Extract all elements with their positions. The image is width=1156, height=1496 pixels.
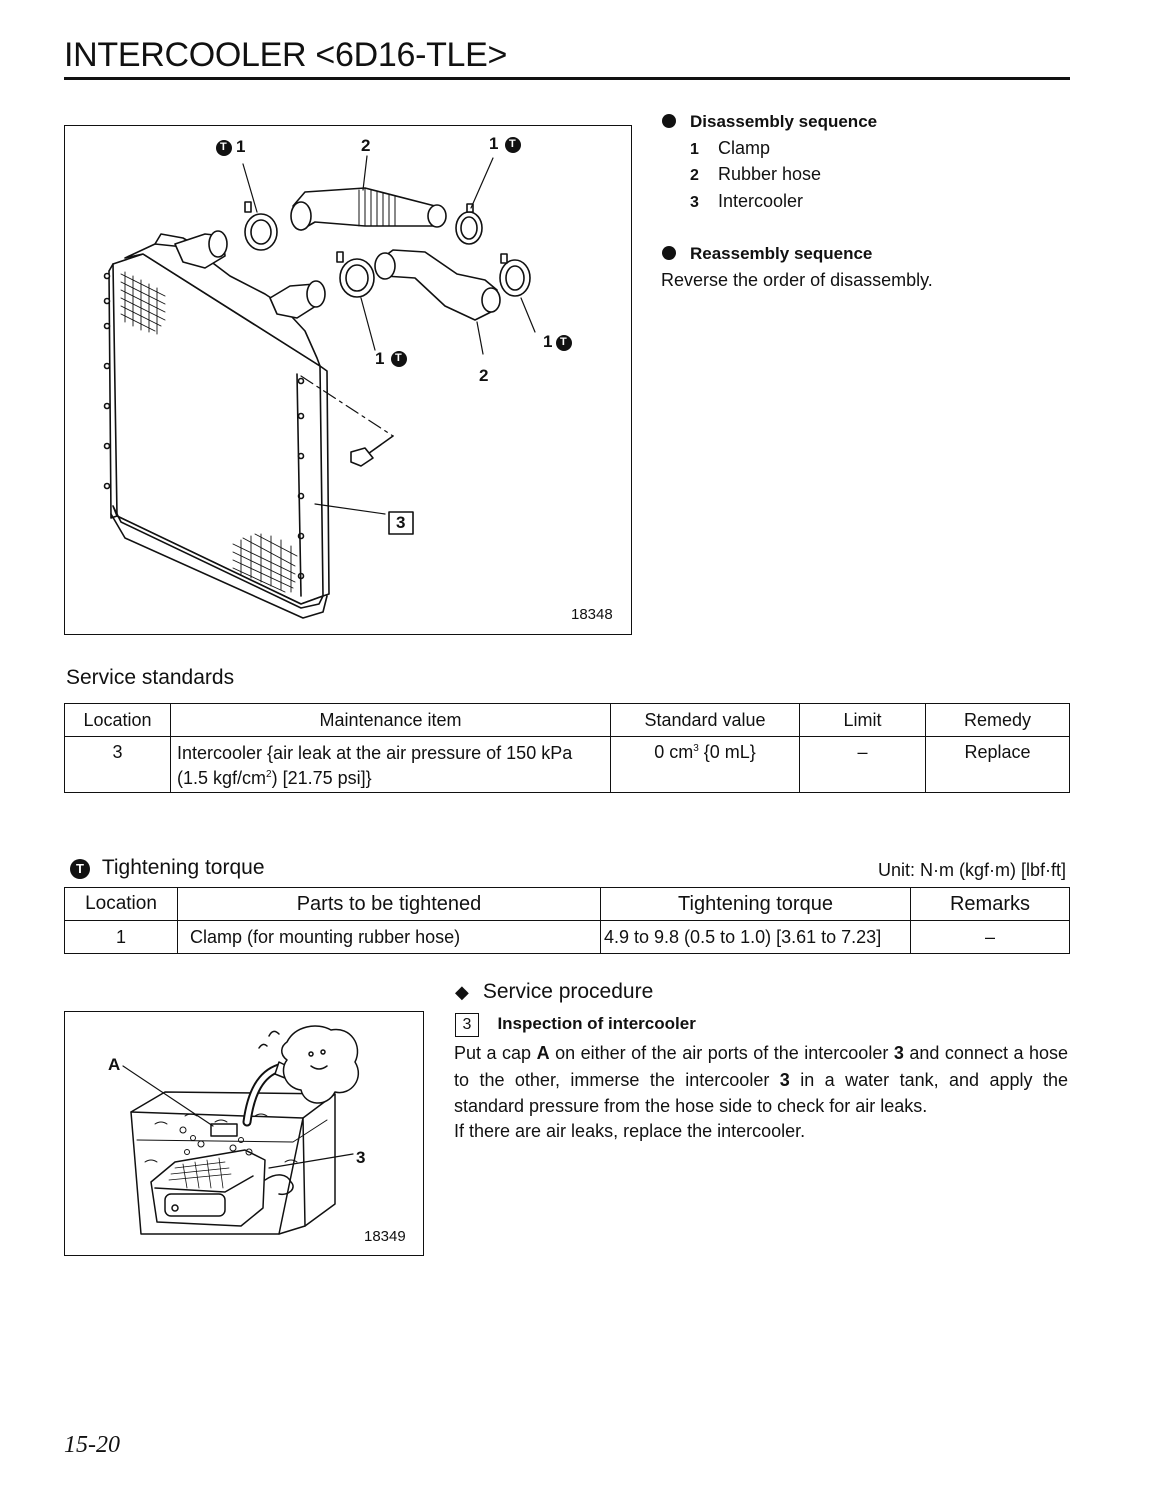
title-rule bbox=[64, 77, 1070, 80]
item-line: Intercooler {air leak at the air pressure of 150 kPa bbox=[177, 743, 573, 763]
disassembly-heading-text: Disassembly sequence bbox=[690, 112, 878, 131]
column-header: Limit bbox=[800, 704, 926, 737]
callout-1: 1 bbox=[543, 332, 553, 351]
list-item bbox=[690, 138, 770, 159]
location-cell: 3 bbox=[65, 737, 171, 793]
location-cell: 1 bbox=[65, 921, 178, 954]
superscript: 3 bbox=[693, 743, 699, 754]
procedure-text-bold: 3 bbox=[893, 1043, 904, 1063]
torque-cell: 4.9 to 9.8 (0.5 to 1.0) [3.61 to 7.23] bbox=[601, 921, 911, 954]
table-row bbox=[65, 737, 1070, 793]
callout-1: 1 bbox=[236, 137, 246, 156]
callout-2: 2 bbox=[361, 136, 371, 155]
standard-value-cell bbox=[611, 737, 800, 793]
inspection-subheading bbox=[455, 1013, 696, 1037]
item-text: ) [21.75 psi]} bbox=[271, 768, 372, 788]
column-header: Remedy bbox=[926, 704, 1070, 737]
remedy-cell: Replace bbox=[926, 737, 1070, 793]
item-line bbox=[177, 764, 604, 789]
item-label: Rubber hose bbox=[718, 164, 822, 184]
torque-mark: T bbox=[220, 141, 227, 153]
callout-2: 2 bbox=[479, 366, 489, 385]
part-cell: Clamp (for mounting rubber hose) bbox=[178, 921, 601, 954]
tightening-torque-table bbox=[64, 887, 1070, 954]
tightening-torque-heading bbox=[70, 856, 265, 880]
page-number: 15-20 bbox=[64, 1432, 120, 1458]
callout-3: 3 bbox=[396, 513, 406, 532]
inspection-subheading-text: Inspection of intercooler bbox=[497, 1014, 696, 1033]
torque-mark: T bbox=[509, 138, 516, 150]
value-text: 0 cm bbox=[654, 742, 694, 762]
table-row bbox=[65, 921, 1070, 954]
tightening-heading-text: Tightening torque bbox=[101, 856, 265, 879]
value-text: {0 mL} bbox=[698, 742, 756, 762]
procedure-text: and connect a hose to the other, immerse the intercooler bbox=[454, 1043, 1069, 1090]
service-procedure-heading bbox=[455, 980, 653, 1004]
column-header: Remarks bbox=[911, 888, 1070, 921]
table-header-row bbox=[65, 888, 1070, 921]
bullet-icon bbox=[662, 114, 676, 128]
service-procedure-heading-text: Service procedure bbox=[482, 980, 654, 1003]
bullet-icon bbox=[662, 246, 676, 260]
callout-1: 1 bbox=[489, 134, 499, 153]
disassembly-heading bbox=[662, 112, 877, 132]
leak-test-figure bbox=[64, 1011, 424, 1256]
leak-test-drawing bbox=[65, 1012, 423, 1255]
column-header: Standard value bbox=[611, 704, 800, 737]
list-item bbox=[690, 191, 803, 212]
column-header: Tightening torque bbox=[601, 888, 911, 921]
procedure-text: on either of the air ports of the intercooler bbox=[549, 1043, 894, 1063]
service-standards-table bbox=[64, 703, 1070, 793]
page-title: INTERCOOLER <6D16-TLE> bbox=[64, 36, 508, 74]
limit-cell: – bbox=[800, 737, 926, 793]
item-label: Intercooler bbox=[718, 191, 804, 211]
item-text: (1.5 kgf/cm bbox=[177, 768, 267, 788]
callout-1: 1 bbox=[375, 349, 385, 368]
figure-number: 18349 bbox=[364, 1228, 406, 1245]
column-header: Location bbox=[65, 888, 178, 921]
location-box: 3 bbox=[455, 1013, 479, 1037]
callout-a: A bbox=[108, 1055, 121, 1074]
table-header-row bbox=[65, 704, 1070, 737]
column-header: Location bbox=[65, 704, 171, 737]
torque-mark: T bbox=[395, 352, 402, 364]
reassembly-heading bbox=[662, 244, 872, 264]
procedure-paragraph bbox=[454, 1040, 1068, 1120]
list-item bbox=[690, 164, 821, 185]
superscript: 2 bbox=[266, 769, 272, 780]
figure-number: 18348 bbox=[571, 606, 613, 623]
callout-3: 3 bbox=[356, 1148, 366, 1167]
diamond-icon: ◆ bbox=[455, 982, 469, 1002]
remarks-cell: – bbox=[911, 921, 1070, 954]
item-label: Clamp bbox=[718, 138, 771, 158]
item-number: 1 bbox=[690, 141, 699, 158]
procedure-text: in a water tank, and apply the standard pressure from the hose side to check for air leaks. bbox=[454, 1069, 1068, 1117]
torque-icon: T bbox=[70, 859, 90, 879]
column-header: Parts to be tightened bbox=[178, 888, 601, 921]
intercooler-exploded-figure bbox=[64, 125, 632, 635]
item-number: 2 bbox=[690, 167, 699, 184]
service-standards-heading: Service standards bbox=[66, 666, 235, 689]
procedure-text-bold: 3 bbox=[779, 1069, 790, 1090]
procedure-paragraph-2: If there are air leaks, replace the intercooler. bbox=[454, 1121, 806, 1141]
procedure-text: Put a cap bbox=[454, 1043, 537, 1063]
unit-label: Unit: N·m (kgf·m) [lbf·ft] bbox=[878, 860, 1066, 880]
item-number: 3 bbox=[690, 194, 699, 211]
reassembly-text: Reverse the order of disassembly. bbox=[661, 270, 933, 290]
intercooler-drawing bbox=[65, 126, 631, 634]
torque-mark: T bbox=[560, 336, 567, 348]
procedure-text-bold: A bbox=[536, 1043, 550, 1063]
column-header: Maintenance item bbox=[171, 704, 611, 737]
maintenance-item-cell bbox=[171, 737, 611, 793]
reassembly-heading-text: Reassembly sequence bbox=[690, 244, 873, 263]
